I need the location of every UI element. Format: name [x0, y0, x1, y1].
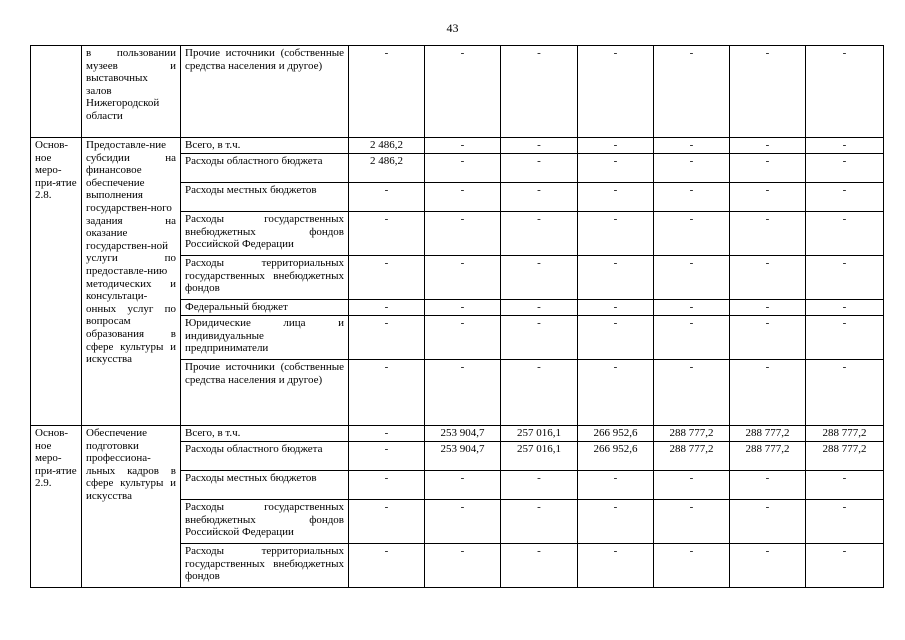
- value-cell: -: [501, 500, 578, 544]
- value-cell: -: [349, 46, 425, 138]
- funding-source-cell: Прочие источники (собственные средства населения и другое): [181, 360, 349, 426]
- value-cell: -: [501, 138, 578, 154]
- value-cell: -: [425, 300, 501, 316]
- value-cell: -: [501, 360, 578, 426]
- value-cell: -: [806, 183, 884, 212]
- value-cell: -: [806, 544, 884, 588]
- event-description-cell: в пользовании музеев и выставочных залов Нижегородской области: [82, 46, 181, 138]
- funding-source-cell: Расходы государственных внебюджетных фондов Российской Федерации: [181, 212, 349, 256]
- value-cell: -: [425, 212, 501, 256]
- value-cell: -: [730, 360, 806, 426]
- value-cell: 288 777,2: [806, 442, 884, 471]
- event-cell: Основ-ное меро-при-ятие 2.9.: [31, 426, 82, 588]
- value-cell: -: [806, 256, 884, 300]
- value-cell: -: [349, 544, 425, 588]
- funding-source-cell: Расходы областного бюджета: [181, 442, 349, 471]
- value-cell: -: [578, 183, 654, 212]
- value-cell: -: [578, 256, 654, 300]
- value-cell: -: [425, 500, 501, 544]
- value-cell: -: [349, 316, 425, 360]
- value-cell: -: [730, 544, 806, 588]
- value-cell: -: [806, 46, 884, 138]
- value-cell: -: [349, 442, 425, 471]
- funding-source-cell: Расходы государственных внебюджетных фондов Российской Федерации: [181, 500, 349, 544]
- value-cell: -: [578, 316, 654, 360]
- value-cell: -: [501, 316, 578, 360]
- value-cell: -: [730, 138, 806, 154]
- value-cell: -: [501, 46, 578, 138]
- table-row: [31, 46, 884, 138]
- value-cell: 288 777,2: [654, 426, 730, 442]
- value-cell: 266 952,6: [578, 442, 654, 471]
- value-cell: -: [578, 471, 654, 500]
- value-cell: -: [425, 316, 501, 360]
- value-cell: 288 777,2: [654, 442, 730, 471]
- page-number: 43: [446, 21, 459, 35]
- value-cell: -: [501, 183, 578, 212]
- value-cell: -: [425, 46, 501, 138]
- funding-source-cell: Расходы областного бюджета: [181, 154, 349, 183]
- value-cell: -: [578, 46, 654, 138]
- value-cell: -: [425, 360, 501, 426]
- funding-source-cell: Всего, в т.ч.: [181, 426, 349, 442]
- budget-table: [30, 45, 884, 588]
- value-cell: 257 016,1: [501, 426, 578, 442]
- value-cell: -: [578, 138, 654, 154]
- value-cell: -: [730, 256, 806, 300]
- value-cell: -: [578, 544, 654, 588]
- value-cell: -: [806, 360, 884, 426]
- value-cell: -: [425, 256, 501, 300]
- value-cell: -: [806, 500, 884, 544]
- value-cell: -: [654, 183, 730, 212]
- value-cell: -: [654, 500, 730, 544]
- value-cell: -: [578, 500, 654, 544]
- value-cell: -: [654, 138, 730, 154]
- funding-source-cell: Федеральный бюджет: [181, 300, 349, 316]
- value-cell: -: [425, 544, 501, 588]
- value-cell: -: [654, 256, 730, 300]
- value-cell: -: [730, 183, 806, 212]
- value-cell: -: [349, 471, 425, 500]
- value-cell: -: [730, 300, 806, 316]
- value-cell: -: [349, 256, 425, 300]
- table-row: [31, 138, 884, 154]
- value-cell: -: [501, 256, 578, 300]
- value-cell: -: [501, 544, 578, 588]
- table-row: [31, 426, 884, 442]
- funding-source-cell: Всего, в т.ч.: [181, 138, 349, 154]
- funding-source-cell: Прочие источники (собственные средства населения и другое): [181, 46, 349, 138]
- value-cell: 253 904,7: [425, 442, 501, 471]
- value-cell: -: [349, 360, 425, 426]
- event-cell: [31, 46, 82, 138]
- value-cell: 288 777,2: [730, 426, 806, 442]
- funding-source-cell: Расходы местных бюджетов: [181, 471, 349, 500]
- value-cell: -: [349, 183, 425, 212]
- value-cell: -: [730, 500, 806, 544]
- value-cell: -: [501, 471, 578, 500]
- value-cell: -: [730, 471, 806, 500]
- value-cell: -: [654, 154, 730, 183]
- value-cell: -: [654, 360, 730, 426]
- value-cell: -: [730, 46, 806, 138]
- value-cell: 253 904,7: [425, 426, 501, 442]
- value-cell: -: [806, 138, 884, 154]
- value-cell: -: [578, 154, 654, 183]
- value-cell: -: [730, 154, 806, 183]
- value-cell: -: [425, 138, 501, 154]
- value-cell: -: [349, 212, 425, 256]
- value-cell: -: [578, 212, 654, 256]
- value-cell: -: [654, 316, 730, 360]
- value-cell: 288 777,2: [806, 426, 884, 442]
- value-cell: -: [654, 212, 730, 256]
- funding-source-cell: Расходы территориальных государственных внебюджетных фондов: [181, 256, 349, 300]
- value-cell: -: [349, 426, 425, 442]
- value-cell: 288 777,2: [730, 442, 806, 471]
- value-cell: -: [654, 544, 730, 588]
- value-cell: -: [654, 471, 730, 500]
- value-cell: -: [578, 360, 654, 426]
- value-cell: -: [349, 300, 425, 316]
- value-cell: -: [730, 316, 806, 360]
- value-cell: -: [501, 154, 578, 183]
- value-cell: -: [349, 500, 425, 544]
- value-cell: -: [730, 212, 806, 256]
- value-cell: -: [501, 300, 578, 316]
- value-cell: -: [578, 300, 654, 316]
- value-cell: -: [654, 46, 730, 138]
- value-cell: 2 486,2: [349, 138, 425, 154]
- value-cell: 257 016,1: [501, 442, 578, 471]
- value-cell: 2 486,2: [349, 154, 425, 183]
- event-cell: Основ-ное меро-при-ятие 2.8.: [31, 138, 82, 426]
- value-cell: -: [806, 316, 884, 360]
- value-cell: -: [425, 154, 501, 183]
- funding-source-cell: Расходы территориальных государственных внебюджетных фондов: [181, 544, 349, 588]
- funding-source-cell: Расходы местных бюджетов: [181, 183, 349, 212]
- funding-source-cell: Юридические лица и индивидуальные предприниматели: [181, 316, 349, 360]
- value-cell: -: [425, 471, 501, 500]
- value-cell: -: [425, 183, 501, 212]
- value-cell: -: [501, 212, 578, 256]
- value-cell: -: [654, 300, 730, 316]
- value-cell: -: [806, 212, 884, 256]
- value-cell: 266 952,6: [578, 426, 654, 442]
- value-cell: -: [806, 154, 884, 183]
- event-description-cell: Обеспечение подготовки профессиона-льных кадров в сфере культуры и искусства: [82, 426, 181, 588]
- value-cell: -: [806, 471, 884, 500]
- value-cell: -: [806, 300, 884, 316]
- event-description-cell: Предоставле-ние субсидии на финансовое обеспечение выполнения государствен-ного задания на оказание государствен-ной услуги по предоставле-нию методических и консультаци-онных услуг по вопросам образования в сфере культуры и искусства: [82, 138, 181, 426]
